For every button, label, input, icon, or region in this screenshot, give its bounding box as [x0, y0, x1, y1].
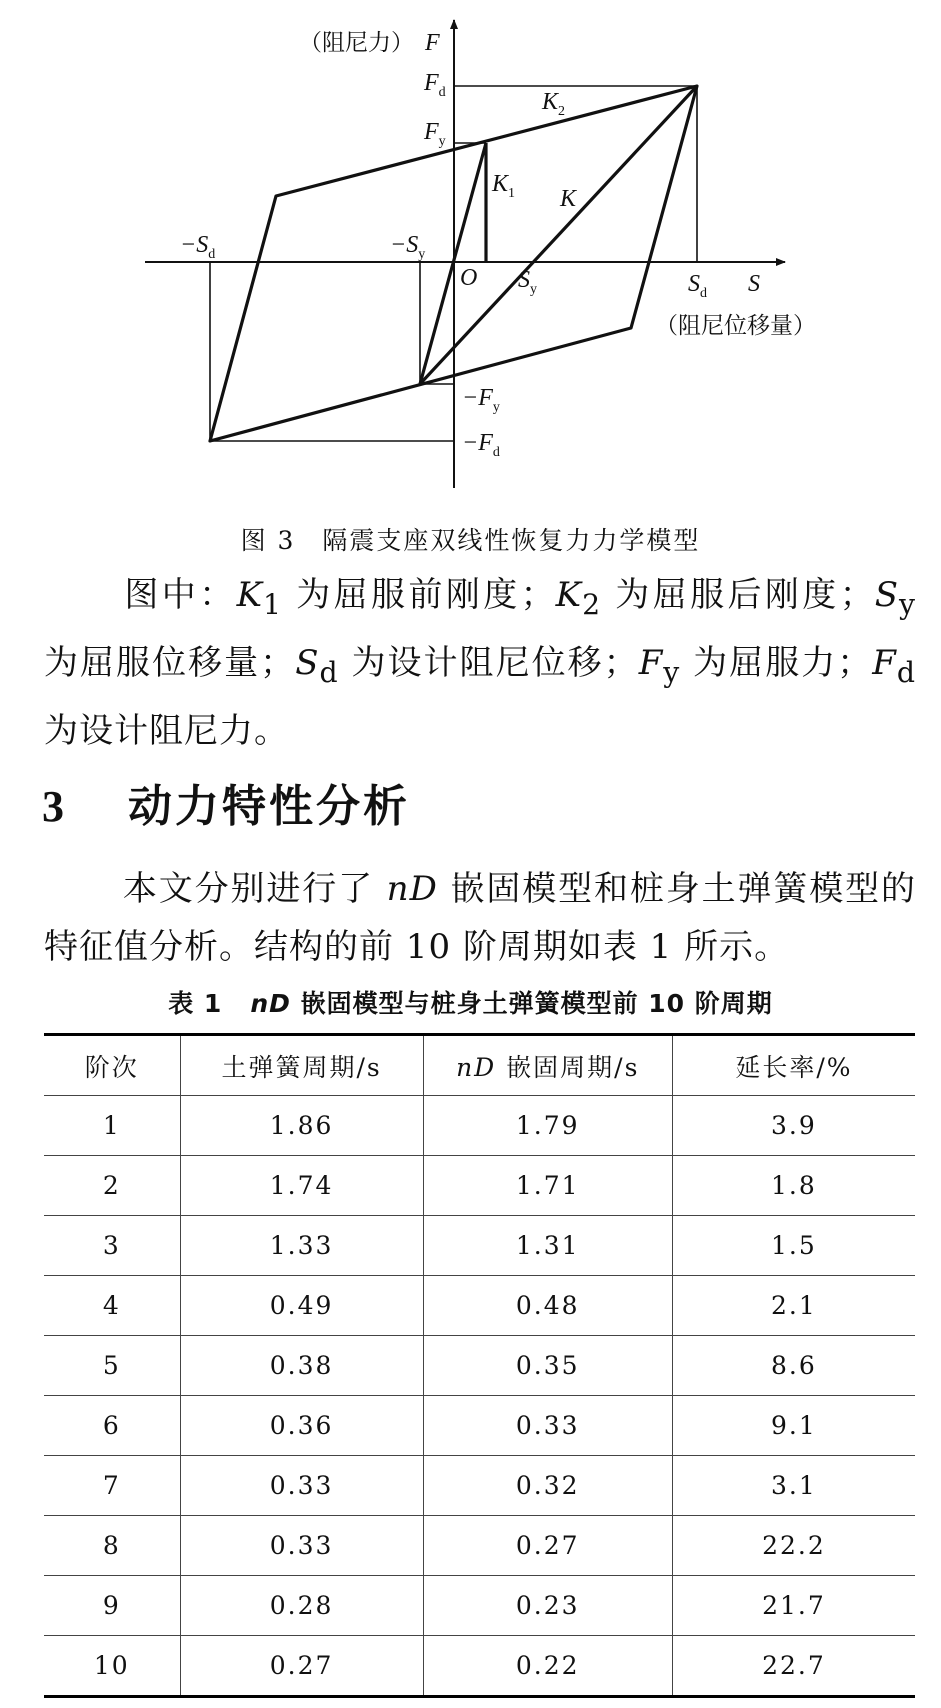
section-heading	[42, 770, 410, 834]
cell-spring-period: 1.33	[180, 1216, 423, 1276]
sy-label: $S_y$	[518, 267, 537, 297]
period-table	[44, 1033, 915, 1698]
cell-fixed-period: 0.27	[423, 1516, 672, 1576]
cell-order: 5	[44, 1336, 180, 1396]
table-header-row	[44, 1035, 915, 1096]
cell-extension-rate: 2.1	[672, 1276, 915, 1336]
x-axis-label: S	[748, 271, 760, 297]
cell-extension-rate: 1.8	[672, 1156, 915, 1216]
cell-order: 3	[44, 1216, 180, 1276]
table-row	[44, 1276, 915, 1336]
cell-extension-rate: 9.1	[672, 1396, 915, 1456]
figure-caption: 图 3 隔震支座双线性恢复力力学模型	[240, 526, 701, 555]
sd-label: $S_d$	[688, 271, 707, 301]
cell-order: 4	[44, 1276, 180, 1336]
cell-fixed-period: 1.71	[423, 1156, 672, 1216]
cell-spring-period: 1.74	[180, 1156, 423, 1216]
analysis-paragraph: 本文分别进行了 nD 嵌固模型和桩身土弹簧模型的特征值分析。结构的前 10 阶周期如表 1 所示。	[44, 869, 916, 967]
table-caption: 表 1 nD 嵌固模型与桩身土弹簧模型前 10 阶周期	[168, 989, 773, 1018]
cell-extension-rate: 3.1	[672, 1456, 915, 1516]
y-axis-note: （阻尼力）	[299, 30, 414, 55]
neg-fy-label: $-F_y$	[462, 385, 500, 415]
cell-spring-period: 0.27	[180, 1636, 423, 1697]
cell-fixed-period: 1.31	[423, 1216, 672, 1276]
x-axis-note: （阻尼位移量）	[655, 313, 816, 338]
neg-fd-label: $-F_d$	[462, 430, 500, 460]
hysteresis-figure	[0, 0, 941, 500]
cell-order: 8	[44, 1516, 180, 1576]
section-number: 3	[42, 782, 67, 831]
cell-fixed-period: 0.33	[423, 1396, 672, 1456]
header-extension-rate: 延长率/%	[672, 1035, 915, 1096]
cell-order: 10	[44, 1636, 180, 1697]
cell-order: 1	[44, 1096, 180, 1156]
cell-fixed-period: 0.22	[423, 1636, 672, 1697]
cell-spring-period: 0.38	[180, 1336, 423, 1396]
cell-spring-period: 0.36	[180, 1396, 423, 1456]
neg-sd-label: $-S_d$	[180, 232, 216, 262]
origin-label: O	[460, 265, 478, 291]
k-label: K	[560, 186, 577, 212]
table-number: 表 1	[168, 989, 223, 1018]
header-spring-period: 土弹簧周期/s	[180, 1035, 423, 1096]
header-fixed-period: nD 嵌固周期/s	[423, 1035, 672, 1096]
cell-order: 7	[44, 1456, 180, 1516]
cell-fixed-period: 0.35	[423, 1336, 672, 1396]
cell-spring-period: 0.33	[180, 1456, 423, 1516]
cell-fixed-period: 0.32	[423, 1456, 672, 1516]
table-row	[44, 1576, 915, 1636]
table-row	[44, 1336, 915, 1396]
cell-order: 2	[44, 1156, 180, 1216]
table-row	[44, 1096, 915, 1156]
cell-extension-rate: 22.7	[672, 1636, 915, 1697]
cell-extension-rate: 1.5	[672, 1216, 915, 1276]
table-row	[44, 1456, 915, 1516]
table-row	[44, 1516, 915, 1576]
table-row	[44, 1216, 915, 1276]
neg-sy-label: $-S_y$	[390, 232, 426, 262]
k1-label: $K_1$	[492, 171, 516, 201]
cell-spring-period: 0.33	[180, 1516, 423, 1576]
fd-label: $F_d$	[424, 70, 446, 100]
cell-order: 9	[44, 1576, 180, 1636]
cell-extension-rate: 3.9	[672, 1096, 915, 1156]
table-row	[44, 1156, 915, 1216]
cell-order: 6	[44, 1396, 180, 1456]
cell-spring-period: 0.49	[180, 1276, 423, 1336]
fy-label: $F_y$	[424, 119, 446, 149]
cell-fixed-period: 0.23	[423, 1576, 672, 1636]
table-row	[44, 1636, 915, 1697]
cell-fixed-period: 0.48	[423, 1276, 672, 1336]
header-order: 阶次	[44, 1035, 180, 1096]
cell-spring-period: 0.28	[180, 1576, 423, 1636]
symbol-definitions-paragraph: 图中：$K_1$ 为屈服前刚度；$K_2$ 为屈服后刚度；$S_y$ 为屈服位移量；$S_d$ 为设计阻尼位移；$F_y$ 为屈服力；$F_d$ 为设计阻尼力。	[44, 575, 917, 751]
cell-extension-rate: 22.2	[672, 1516, 915, 1576]
cell-fixed-period: 1.79	[423, 1096, 672, 1156]
y-axis-label: F	[425, 30, 440, 56]
section-title: 动力特性分析	[128, 781, 410, 832]
k2-label: $K_2$	[542, 89, 566, 119]
cell-spring-period: 1.86	[180, 1096, 423, 1156]
table-row	[44, 1396, 915, 1456]
cell-extension-rate: 21.7	[672, 1576, 915, 1636]
cell-extension-rate: 8.6	[672, 1336, 915, 1396]
